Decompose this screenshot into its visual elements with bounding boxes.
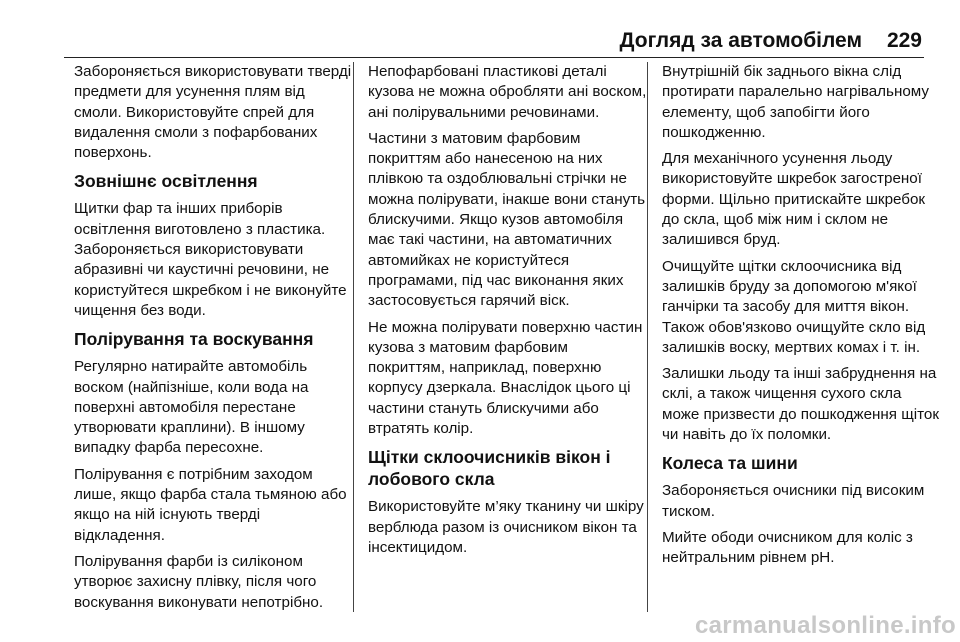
column-divider [647,62,648,612]
section-heading: Колеса та шини [662,453,798,474]
watermark: carmanualsonline.info [694,612,956,639]
paragraph: Для механічного усунення льоду використовуйте шкребок загостреної форми. Щільно притискайте шкребок до скла, щоб між ним і склом не залишився бруд. [662,150,926,249]
text-column-1 [74,62,354,619]
paragraph: Очищуйте щітки склоочисника від залишків бруду за допомогою м'якої ганчірки та засобу для миття вікон. Також обов'язково очищуйте скло від залишків воску, мертвих комах і т. ін. [662,257,926,356]
paragraph: Полірування є потрібним заходом лише, якщо фарба стала тьмяною або якщо на ній існують тверді відкладення. [74,465,347,544]
page-title: Догляд за автомобілем [619,29,862,52]
paragraph: Частини з матовим фарбовим покриттям або нанесеною на них плівкою та оздоблювальні стрічки не можна полірувати, інакше вони стануть блискучими. Якщо кузов автомобіля має такі частини, на автоматичних автомийках не користуйтеся програмами, під час виконання яких застосовується гарячий віск. [368,129,646,310]
paragraph: Залишки льоду та інші забруднення на склі, а також чищення сухого скла може призвести до пошкодження щіток чи навіть до їх поломки. [662,365,940,444]
paragraph: Мийте ободи очисником для коліс з нейтральним рівнем pH. [662,528,913,567]
paragraph: Непофарбовані пластикові деталі кузова не можна обробляти ані воском, ані полірувальними речовинами. [368,63,647,121]
text-column-3 [662,62,942,575]
paragraph: Не можна полірувати поверхню частин кузова з матовим фарбовим покриттям, наприклад, поверхню корпусу дзеркала. Внаслідок цього ці частини стануть блискучими або втратять колір. [368,318,643,438]
paragraph: Забороняється очисники під високим тиском. [662,482,925,520]
column-divider [353,62,354,612]
paragraph: Використовуйте м’яку тканину чи шкіру верблюда разом із очисником вікон та інсектицидом. [368,498,644,556]
paragraph: Щитки фар та інших приборів освітлення виготовлено з пластика. Забороняється використовувати абразивні чи каустичні речовини, не користуйтеся шкребком і не виконуйте чищення без води. [74,200,347,319]
paragraph: Полірування фарби із силіконом утворює захисну плівку, після чого воскування виконувати непотрібно. [74,552,324,611]
page-header [0,0,960,60]
paragraph: Забороняється використовувати тверді предмети для усунення плям від смоли. Використовуйте спрей для видалення смоли з пофарбованих поверхонь. [74,63,352,162]
text-column-2 [368,62,648,564]
page-number: 229 [886,29,922,52]
paragraph: Регулярно натирайте автомобіль воском (найпізніше, коли вода на поверхні автомобіля перестане утворювати краплини). В іншому випадку фарба пересохне. [74,358,309,457]
section-heading: Полірування та воскування [74,329,314,350]
header-divider [64,57,924,58]
paragraph: Внутрішній бік заднього вікна слід протирати паралельно нагрівальному елементу, щоб запобігти його пошкодженню. [662,63,929,141]
section-heading: Зовнішнє освітлення [74,171,258,192]
section-heading: Щітки склоочисників вікон і лобового скла [368,447,611,490]
